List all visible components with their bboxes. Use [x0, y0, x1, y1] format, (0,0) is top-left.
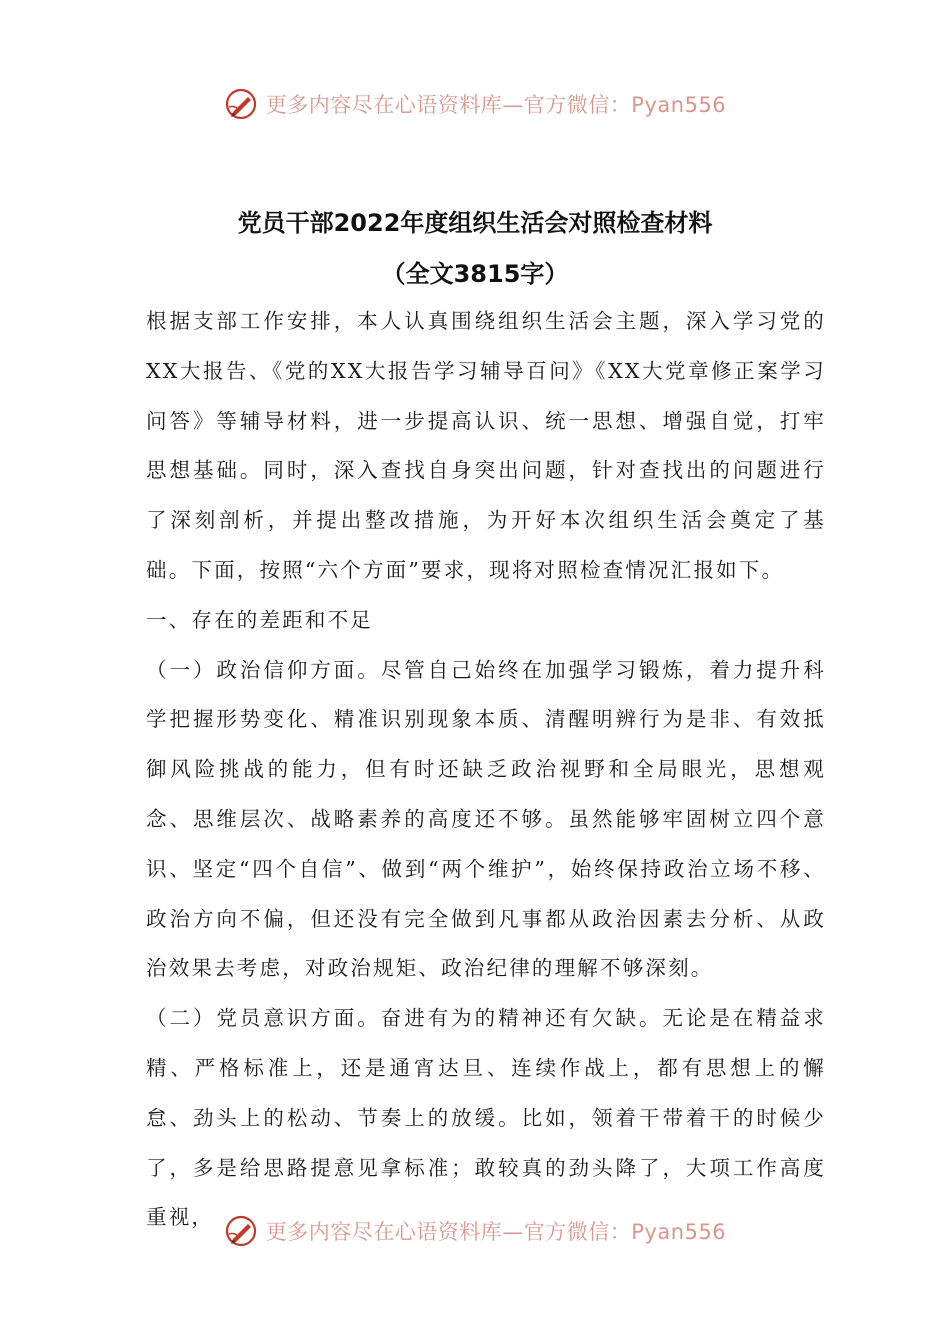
pen-logo-icon: [224, 87, 258, 121]
pen-logo-icon: [224, 1214, 258, 1248]
watermark-text: 更多内容尽在心语资料库—官方微信：Pyan556: [265, 93, 727, 117]
footer-watermark: [0, 1211, 950, 1251]
header-watermark: [0, 84, 950, 124]
section-heading: 一、存在的差距和不足: [146, 607, 373, 632]
document-body: [146, 297, 826, 1243]
paragraph-intro: 根据支部工作安排，本人认真围绕组织生活会主题，深入学习党的XX大报告、《党的XX大报告学习辅导百问》《XX大党章修正案学习问答》等辅导材料，进一步提高认识、统一思想、增强自觉，打牢思想基础。同时，深入查找自身突出问题，针对查找出的问题进行了深刻剖析，并提出整改措施，为开好本次组织生活会奠定了基础。下面，按照“六个方面”要求，现将对照检查情况汇报如下。: [146, 309, 826, 582]
document-title: 党员干部2022年度组织生活会对照检查材料: [237, 209, 713, 237]
paragraph-party-awareness: （二）党员意识方面。奋进有为的精神还有欠缺。无论是在精益求精、严格标准上，还是通宵达旦、连续作战上，都有思想上的懈怠、劲头上的松动、节奏上的放缓。比如，领着干带着干的时候少了，多是给思路提意见拿标准；敢较真的劲头降了，大项工作高度重视，: [146, 1006, 826, 1230]
watermark-text: 更多内容尽在心语资料库—官方微信：Pyan556: [265, 1220, 727, 1244]
paragraph-political-belief: （一）政治信仰方面。尽管自己始终在加强学习锻炼，着力提升科学把握形势变化、精准识别现象本质、清醒明辨行为是非、有效抵御风险挑战的能力，但有时还缺乏政治视野和全局眼光，思想观念、思维层次、战略素养的高度还不够。虽然能够牢固树立四个意识、坚定“四个自信”、做到“两个维护”，始终保持政治立场不移、政治方向不偏，但还没有完全做到凡事都从政治因素去分析、从政治效果去考虑，对政治规矩、政治纪律的理解不够深刻。: [146, 657, 826, 981]
document-subtitle: （全文3815字）: [381, 260, 569, 288]
